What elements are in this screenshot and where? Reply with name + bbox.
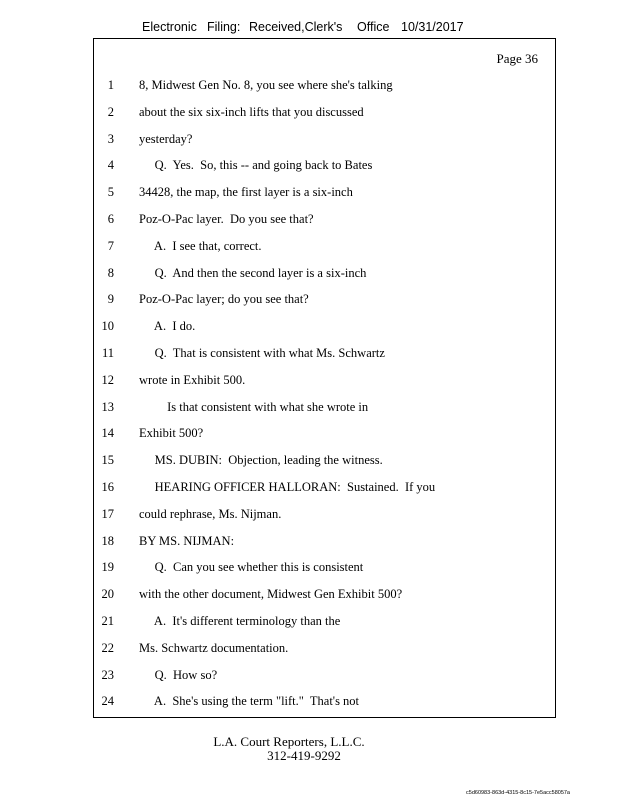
line-text: with the other document, Midwest Gen Exhibit 500? bbox=[139, 587, 403, 602]
transcript-line bbox=[94, 155, 555, 175]
transcript-line bbox=[94, 450, 555, 470]
transcript-line bbox=[94, 75, 555, 95]
transcript-line bbox=[94, 182, 555, 202]
transcript-line bbox=[94, 209, 555, 229]
line-text: 34428, the map, the first layer is a six-inch bbox=[139, 185, 353, 200]
line-text: A. It's different terminology than the bbox=[139, 614, 341, 628]
line-text: Q. Can you see whether this is consistent bbox=[139, 560, 364, 575]
line-text: Q. That is consistent with what Ms. Schwartz bbox=[139, 346, 385, 360]
line-number: 15 bbox=[101, 453, 114, 468]
footer-phone: 312-419-9292 bbox=[267, 748, 341, 763]
document-id: c5d60983-863d-4315-8c15-7e5acc58057a bbox=[466, 790, 570, 796]
header-electronic: Electronic bbox=[142, 20, 197, 34]
transcript-line bbox=[94, 638, 555, 658]
footer-company: L.A. Court Reporters, L.L.C. bbox=[213, 734, 365, 749]
line-number: 13 bbox=[101, 399, 114, 414]
line-number: 8 bbox=[107, 265, 114, 280]
line-text: yesterday? bbox=[139, 131, 193, 146]
transcript-line bbox=[94, 477, 555, 497]
line-number: 24 bbox=[101, 694, 114, 709]
line-number: 14 bbox=[101, 426, 114, 441]
transcript-line bbox=[94, 289, 555, 309]
transcript-line bbox=[94, 397, 555, 417]
transcript-line bbox=[94, 316, 555, 336]
line-text: A. She's using the term "lift." That's not bbox=[139, 694, 360, 709]
line-text: Q. How so? bbox=[139, 667, 218, 682]
line-text: 8, Midwest Gen No. 8, you see where she's talking bbox=[139, 78, 393, 92]
line-number: 12 bbox=[101, 372, 114, 387]
transcript-line bbox=[94, 584, 555, 604]
transcript-line bbox=[94, 129, 555, 149]
transcript-line bbox=[94, 611, 555, 631]
page-number: Page 36 bbox=[496, 51, 538, 66]
line-number: 2 bbox=[107, 104, 114, 119]
line-number: 6 bbox=[107, 212, 114, 226]
transcript-page bbox=[93, 38, 556, 718]
line-number: 5 bbox=[107, 185, 114, 200]
line-number: 19 bbox=[101, 560, 114, 575]
line-number: 7 bbox=[107, 238, 114, 253]
line-number: 22 bbox=[101, 640, 114, 655]
line-number: 9 bbox=[107, 292, 114, 307]
line-text: could rephrase, Ms. Nijman. bbox=[139, 506, 282, 521]
line-number: 21 bbox=[101, 614, 114, 628]
line-text: Poz-O-Pac layer. Do you see that? bbox=[139, 212, 314, 226]
transcript-line bbox=[94, 263, 555, 283]
line-number: 3 bbox=[107, 131, 114, 146]
line-number: 16 bbox=[101, 480, 114, 494]
line-text: A. I see that, correct. bbox=[139, 238, 262, 253]
line-text: BY MS. NIJMAN: bbox=[139, 533, 235, 548]
line-text: Ms. Schwartz documentation. bbox=[139, 640, 289, 655]
line-text: Exhibit 500? bbox=[139, 426, 204, 441]
header-received: Received,Clerk's bbox=[249, 20, 343, 34]
transcript-line bbox=[94, 370, 555, 390]
header-office: Office bbox=[357, 20, 390, 34]
line-text: HEARING OFFICER HALLORAN: Sustained. If you bbox=[139, 480, 436, 494]
line-text: Q. And then the second layer is a six-inch bbox=[139, 265, 367, 280]
line-text: about the six six-inch lifts that you discussed bbox=[139, 104, 364, 119]
line-text: Poz-O-Pac layer; do you see that? bbox=[139, 292, 309, 307]
line-text: MS. DUBIN: Objection, leading the witness. bbox=[139, 453, 383, 468]
header-date: 10/31/2017 bbox=[401, 20, 464, 34]
line-text: A. I do. bbox=[139, 319, 196, 334]
line-text: Is that consistent with what she wrote in bbox=[139, 399, 369, 414]
transcript-line bbox=[94, 531, 555, 551]
transcript-line bbox=[94, 236, 555, 256]
line-number: 23 bbox=[101, 667, 114, 682]
line-number: 4 bbox=[107, 158, 114, 173]
line-number: 20 bbox=[101, 587, 114, 602]
transcript-line bbox=[94, 102, 555, 122]
transcript-line bbox=[94, 504, 555, 524]
transcript-line bbox=[94, 557, 555, 577]
line-number: 18 bbox=[101, 533, 114, 548]
line-text: Q. Yes. So, this -- and going back to Bates bbox=[139, 158, 373, 173]
header-filing: Filing: bbox=[207, 20, 241, 34]
transcript-line bbox=[94, 665, 555, 685]
line-text: wrote in Exhibit 500. bbox=[139, 372, 246, 387]
line-number: 1 bbox=[107, 78, 114, 92]
line-number: 10 bbox=[101, 319, 114, 334]
line-number: 11 bbox=[101, 346, 114, 360]
line-number: 17 bbox=[101, 506, 114, 521]
transcript-line bbox=[94, 423, 555, 443]
transcript-line bbox=[94, 343, 555, 363]
transcript-line bbox=[94, 691, 555, 711]
